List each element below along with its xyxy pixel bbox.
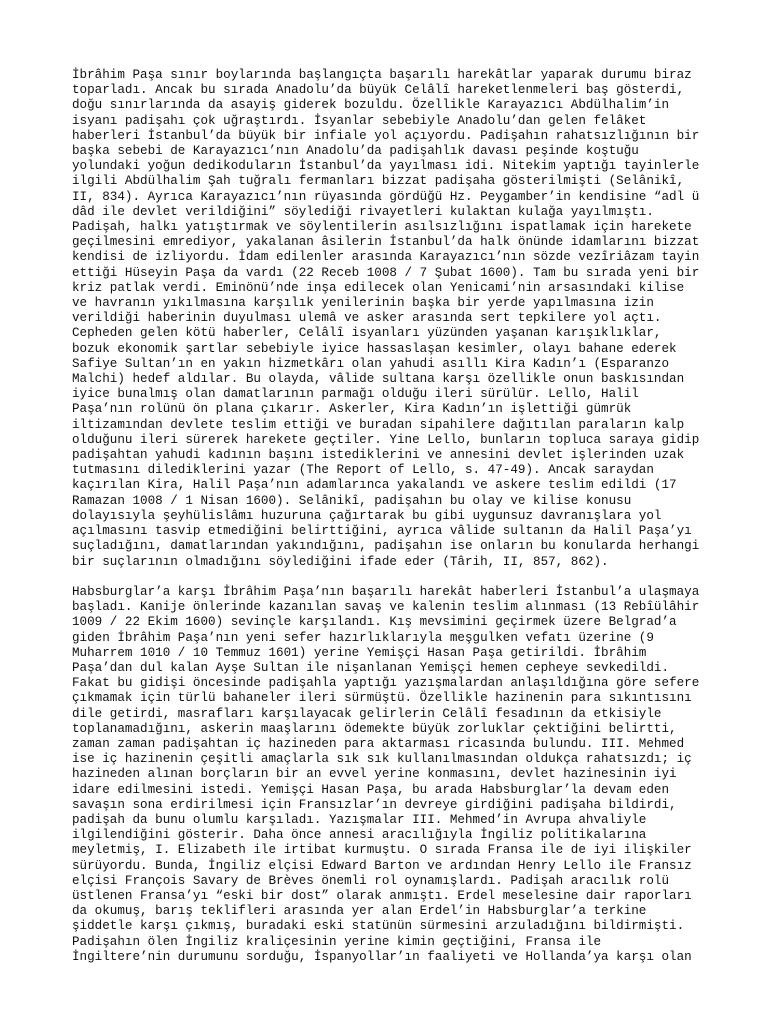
- text-line: padişah da bunu olumlu karşıladı. Yazışmalar III. Mehmed’in Avrupa ahvaliyle: [72, 812, 647, 827]
- text-line: bozuk ekonomik şartlar sebebiyle iyice hassaslaşan kesimler, olayı bahane ederek: [72, 341, 677, 356]
- text-line: şiddetle karşı çıkmış, buradaki eski statünün sürmesini arzuladığını bildirmişti.: [72, 919, 685, 934]
- paragraph-1: [72, 68, 702, 570]
- text-line: haberleri İstanbul’da büyük bir infiale yol açıyordu. Padişahın rahatsızlığının bir: [72, 128, 700, 143]
- text-line: ettiği Hüseyin Paşa da vardı (22 Receb 1008 / 7 Şubat 1600). Tam bu sırada yeni bir: [72, 265, 700, 280]
- text-line: meyletmiş, I. Elizabeth ile irtibat kurmuştu. O sırada Fransa ile de iyi ilişkiler: [72, 843, 692, 858]
- text-line: geçilmesini emrediyor, yakalanan âsilerin İstanbul’da halk önünde idamlarını bizzat: [72, 235, 700, 250]
- text-line: II, 834). Ayrıca Karayazıcı’nın rüyasında gördüğü Hz. Peygamber’in kendisine “adl ü: [72, 189, 700, 204]
- text-line: giden İbrâhim Paşa’nın yeni sefer hazırlıklarıyla meşgulken vefatı üzerine (9: [72, 630, 654, 645]
- text-line: Paşa’nın rolünü ön plana çıkarır. Askerler, Kira Kadın’ın işlettiği gümrük: [72, 402, 632, 417]
- text-line: dâd ile devlet verildiğini” söylediği rivayetleri kulaktan kulağa yayılmıştı.: [72, 204, 654, 219]
- paragraph-spacer: [72, 570, 702, 585]
- text-line: olduğunu ileri sürerek harekete geçtiler. Yine Lello, bunların topluca saraya gidip: [72, 432, 700, 447]
- text-line: dolayısıyla şeyhülislâmı huzuruna çağırtarak bu gibi uygunsuz davranışlara yol: [72, 508, 662, 523]
- text-line: ilgilendiğini gösterir. Daha önce annesi aracılığıyla İngiliz politikalarına: [72, 828, 647, 843]
- text-line: ilgili Abdülhalim Şah tuğralı fermanları bizzat padişaha gösterilmişti (Selânikî,: [72, 174, 685, 189]
- text-line: sürüyordu. Bunda, İngiliz elçisi Edward Barton ve ardından Henry Lello ile Fransız: [72, 858, 692, 873]
- text-line: yolundaki yoğun dedikoduların İstanbul’da yayılması idi. Nitekim yaptığı tayinlerle: [72, 159, 700, 174]
- text-line: kaçırılan Kira, Halil Paşa’nın adamlarınca yakalandı ve askere teslim edildi (17: [72, 478, 677, 493]
- text-line: 1009 / 22 Ekim 1600) sevinçle karşılandı. Kış mevsimini geçirmek üzere Belgrad’a: [72, 615, 677, 630]
- text-line: Padişah, halkı yatıştırmak ve söylentilerin asılsızlığını ispatlamak için harekete: [72, 220, 692, 235]
- text-line: suçladığını, damatlarından yakındığını, padişahın ise onların bu konularda herhangi: [72, 539, 700, 554]
- paragraph-2: [72, 585, 702, 965]
- text-line: Fakat bu gidişi öncesinde padişahla yaptığı yazışmalardan anlaşıldığına göre sefere: [72, 676, 700, 691]
- text-line: savaşın sona erdirilmesi için Fransızlar’ın devreye girdiğini padişaha bildirdi,: [72, 797, 677, 812]
- text-line: isyanı padişahı çok uğraştırdı. İsyanlar sebebiyle Anadolu’dan gelen felâket: [72, 113, 647, 128]
- text-line: Malchi) hedef aldılar. Bu olayda, vâlide sultana karşı özellikle onun baskısından: [72, 372, 685, 387]
- text-line: Cepheden gelen kötü haberler, Celâlî isyanları yüzünden yaşanan karışıklıklar,: [72, 326, 662, 341]
- text-line: Padişahın ölen İngiliz kraliçesinin yerine kimin geçtiğini, Fransa ile: [72, 934, 602, 949]
- text-line: iyice bunalmış olan damatlarının parmağı olduğu ileri sürülür. Lello, Halil: [72, 387, 639, 402]
- text-line: padişahtan yahudi kadının başını istediklerini ve annesini devlet işlerinden uzak: [72, 448, 685, 463]
- text-line: açılmasını tasvip etmediğini belirttiğini, ayrıca vâlide sultanın da Halil Paşa’yı: [72, 524, 692, 539]
- text-line: kendisi de izliyordu. İdam edilenler arasında Karayazıcı’nın sözde vezîriâzam tayin: [72, 250, 700, 265]
- text-line: Ramazan 1008 / 1 Nisan 1600). Selânikî, padişahın bu olay ve kilise konusu: [72, 493, 632, 508]
- text-line: iltizamından devlete teslim ettiği ve buradan sipahilere dağıtılan paraların kalp: [72, 417, 685, 432]
- text-line: hazineden alınan borçların bir an evvel yerine konmasını, devlet hazinesinin iyi: [72, 767, 677, 782]
- text-line: Muharrem 1010 / 10 Temmuz 1601) yerine Yemişçi Hasan Paşa getirildi. İbrâhim: [72, 645, 647, 660]
- text-line: ve havranın yıkılmasına karşılık yenilerinin başka bir yerde yapılmasına izin: [72, 296, 654, 311]
- text-line: dile getirdi, masrafları karşılayacak gelirlerin Celâlî fesadının da etkisiyle: [72, 706, 662, 721]
- text-line: Habsburglar’a karşı İbrâhim Paşa’nın başarılı harekât haberleri İstanbul’a ulaşmaya: [72, 584, 700, 599]
- text-line: İbrâhim Paşa sınır boylarında başlangıçta başarılı harekâtlar yaparak durumu biraz: [72, 68, 692, 82]
- text-line: İngiltere’nin durumunu sorduğu, İspanyollar’ın faaliyeti ve Hollanda’ya karşı olan: [72, 949, 692, 964]
- text-line: başladı. Kanije önlerinde kazanılan savaş ve kalenin teslim alınması (13 Rebîülâhir: [72, 600, 700, 615]
- text-line: da okumuş, barış teklifleri arasında yer alan Erdel’in Habsburglar’a terkine: [72, 904, 647, 919]
- text-line: kriz patlak verdi. Eminönü’nde inşa edilecek olan Yenicami’nin arsasındaki kilise: [72, 280, 685, 295]
- text-line: zaman zaman padişahtan iç hazineden para aktarması ricasında bulundu. III. Mehmed: [72, 736, 685, 751]
- text-line: toparladı. Ancak bu sırada Anadolu’da büyük Celâlî hareketlenmeleri baş gösterdi,: [72, 83, 685, 98]
- text-line: ise iç hazinenin çeşitli amaçlarla sık sık kullanılmasından oldukça rahatsızdı; iç: [72, 752, 692, 767]
- text-line: idare edilmesini istedi. Yemişçi Hasan Paşa, bu arada Habsburglar’la devam eden: [72, 782, 670, 797]
- text-line: Safiye Sultan’ın en yakın hizmetkârı olan yahudi asıllı Kira Kadın’ı (Esparanzo: [72, 356, 670, 371]
- text-line: başka sebebi de Karayazıcı’nın Anadolu’da padişahlık davası peşinde koştuğu: [72, 144, 639, 159]
- text-line: doğu sınırlarında da asayiş giderek bozuldu. Özellikle Karayazıcı Abdülhalim’in: [72, 98, 670, 113]
- text-line: çıkmamak için türlü bahaneler ileri sürmüştü. Özellikle hazinenin para sıkıntısını: [72, 691, 692, 706]
- text-line: verildiği haberinin duyulması ulemâ ve asker arasında sert tepkilere yol açtı.: [72, 311, 662, 326]
- text-line: tutmasını dilediklerini yazar (The Report of Lello, s. 47-49). Ancak saraydan: [72, 463, 654, 478]
- text-line: Paşa’dan dul kalan Ayşe Sultan ile nişanlanan Yemişçi hemen cepheye sevkedildi.: [72, 660, 670, 675]
- text-line: toplanamadığını, askerin maaşlarını ödemekte büyük zorluklar çektiğini belirtti,: [72, 721, 677, 736]
- text-line: üstlenen Fransa’yı “eski bir dost” olarak anmıştı. Erdel meselesine dair raporları: [72, 888, 692, 903]
- text-line: elçisi François Savary de Brèves önemli rol oynamışlardı. Padişah aracılık rolü: [72, 873, 670, 888]
- document-page: [72, 68, 702, 965]
- text-line: bir suçlarının olmadığını söylediğini ifade eder (Târih, II, 857, 862).: [72, 554, 609, 569]
